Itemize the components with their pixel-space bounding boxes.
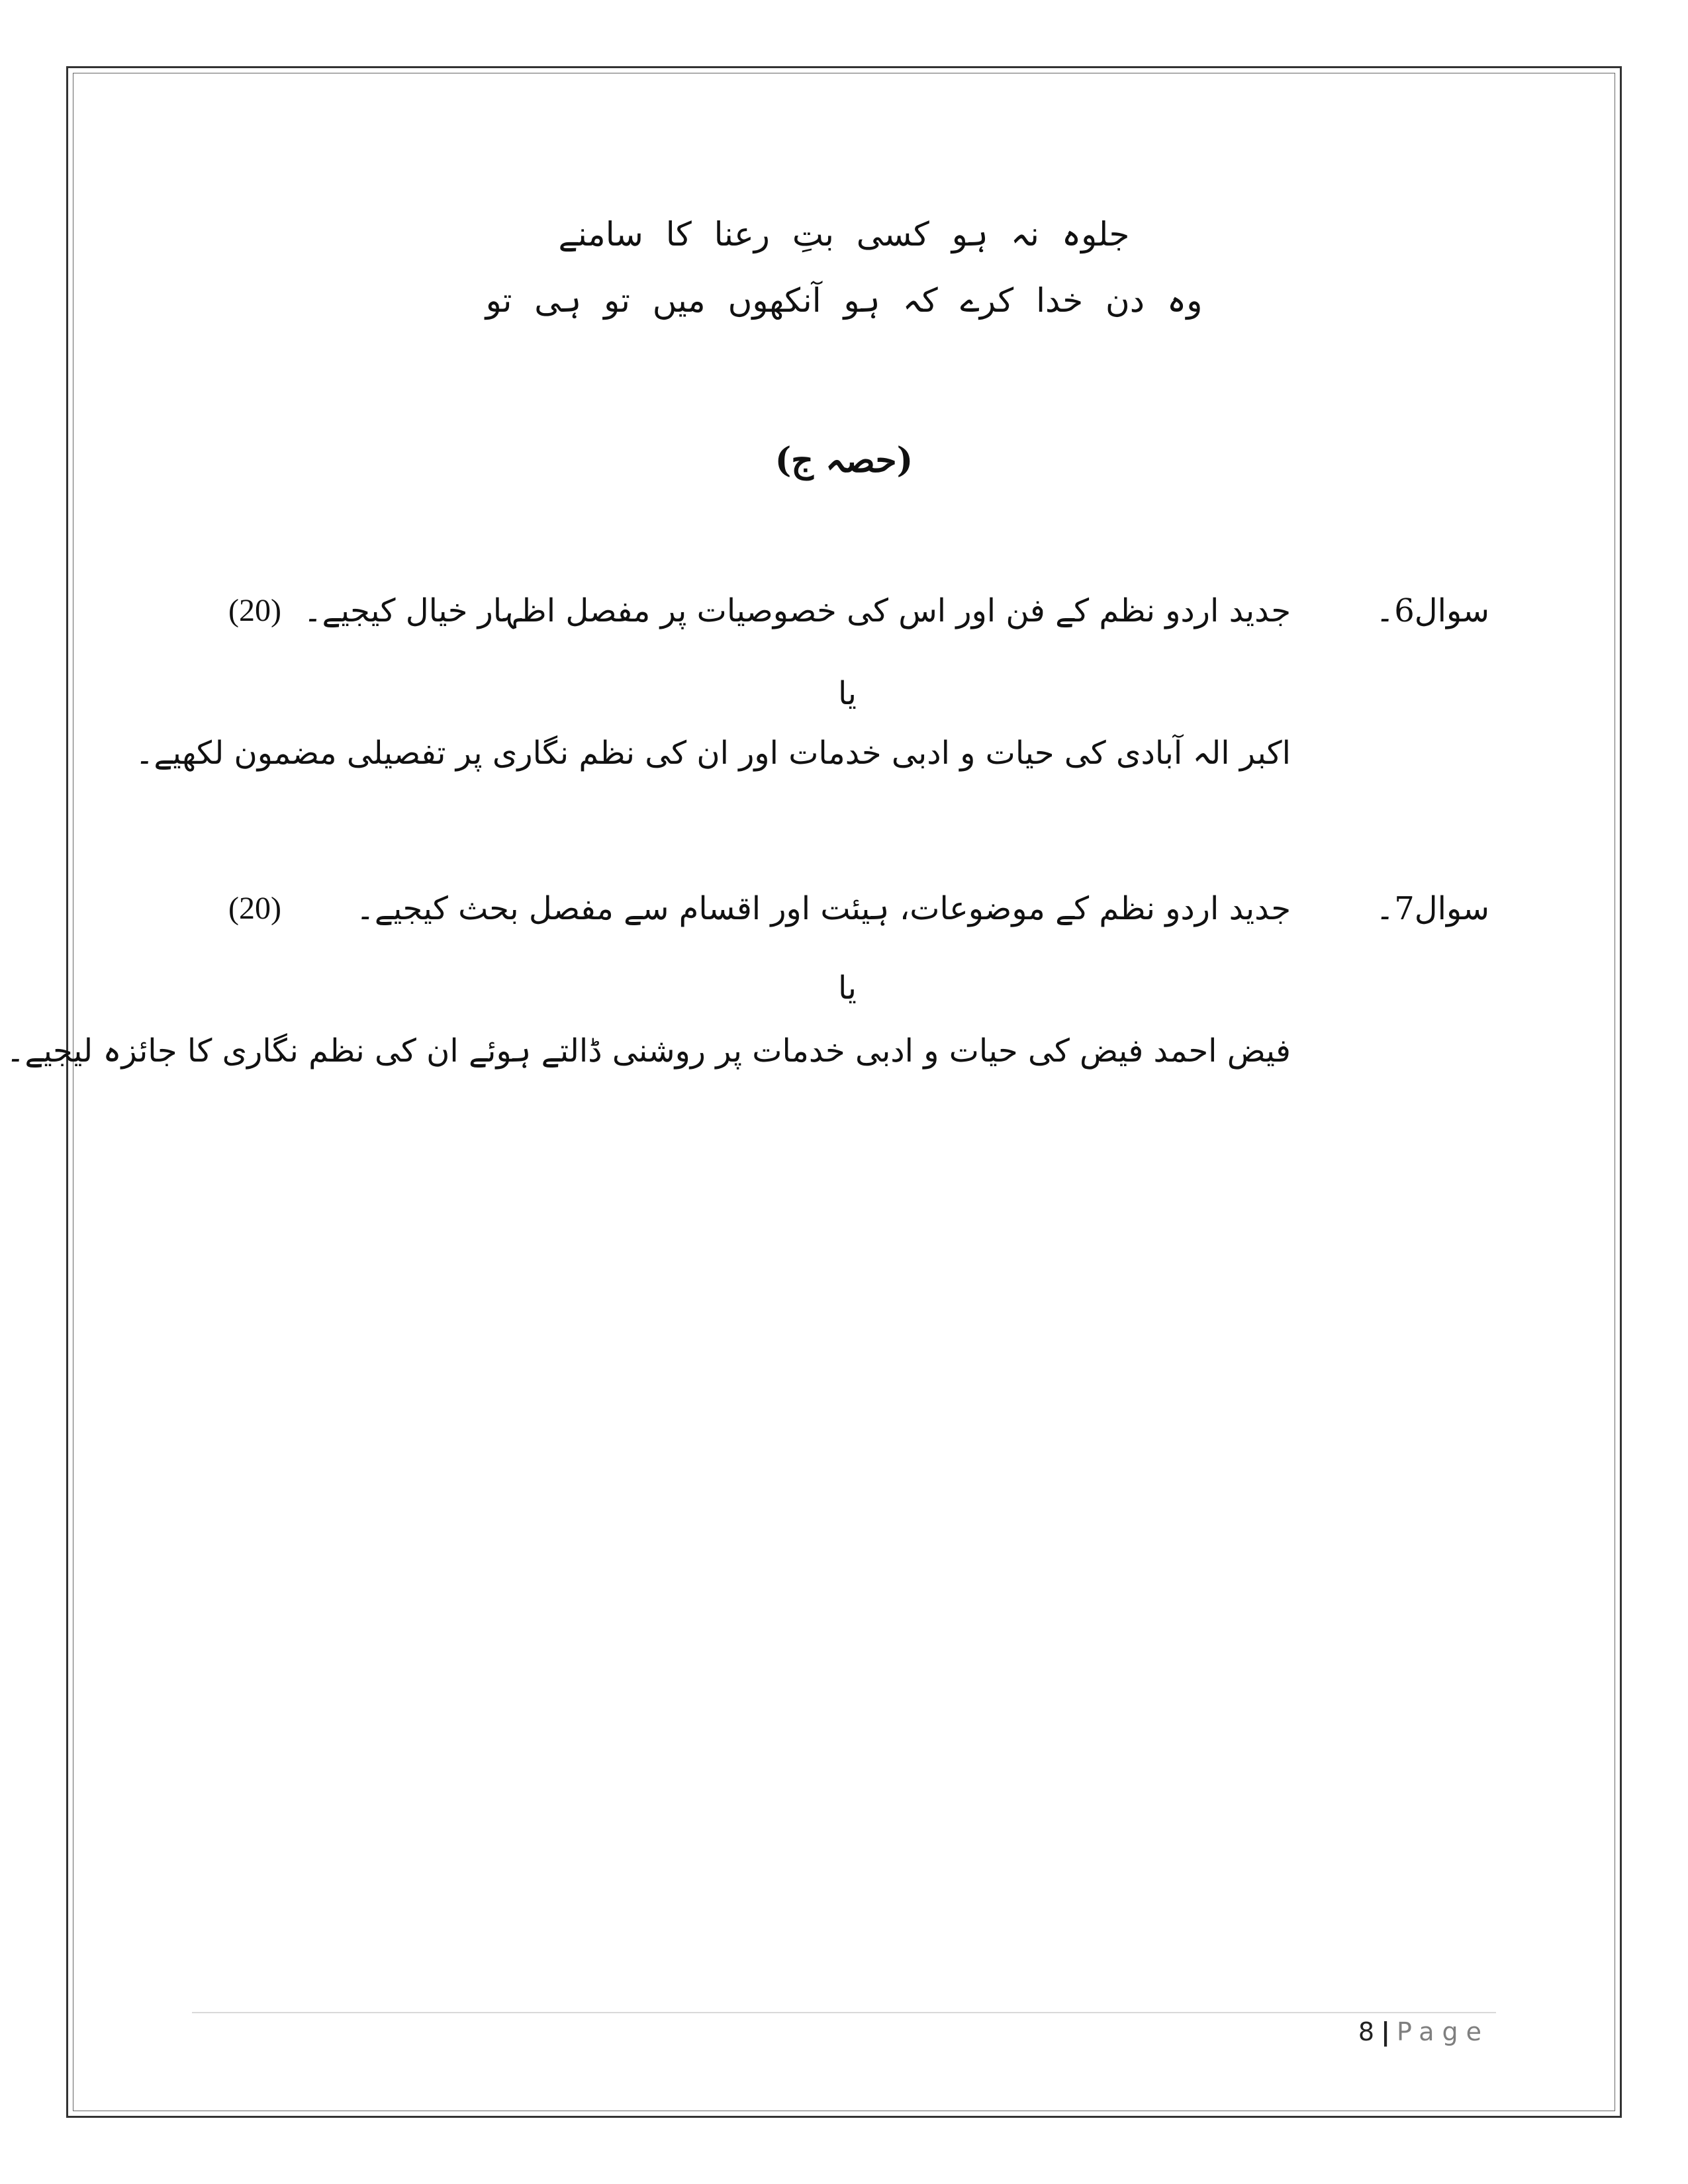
footer-separator: |	[1381, 2017, 1390, 2046]
question-marks: (20)	[228, 593, 281, 628]
question-text: جدید اردو نظم کے فن اور اس کی خصوصیات پر مفصل اظہار خیال کیجیے۔	[303, 592, 1291, 629]
question-text: جدید اردو نظم کے موضوعات، ہیئت اور اقسام سے مفصل بحث کیجیے۔	[355, 890, 1291, 927]
question-or: یا	[838, 675, 857, 712]
section-title: (حصہ ج)	[774, 440, 914, 480]
page-footer	[1358, 2017, 1489, 2046]
page-border-inner	[73, 73, 1615, 2111]
question-label: سوال6۔	[1376, 592, 1489, 629]
footer-divider	[192, 2012, 1496, 2013]
page-word: Page	[1397, 2017, 1489, 2046]
verse-line-1: جلوہ نہ ہو کسی بتِ رعنا کا سامنے	[558, 215, 1130, 253]
verse-line-2: وہ دن خدا کرے کہ ہو آنکھوں میں تو ہی تو	[485, 281, 1203, 320]
question-label: سوال7۔	[1376, 890, 1489, 927]
question-or: یا	[838, 970, 857, 1007]
page-number: 8	[1358, 2017, 1375, 2046]
question-alternative: اکبر الہ آبادی کی حیات و ادبی خدمات اور ان کی نظم نگاری پر تفصیلی مضمون لکھیے۔	[135, 735, 1291, 772]
question-marks: (20)	[228, 891, 281, 926]
question-alternative: فیض احمد فیض کی حیات و ادبی خدمات پر روشنی ڈالتے ہوئے ان کی نظم نگاری کا جائزہ لیجیے۔	[6, 1032, 1291, 1069]
